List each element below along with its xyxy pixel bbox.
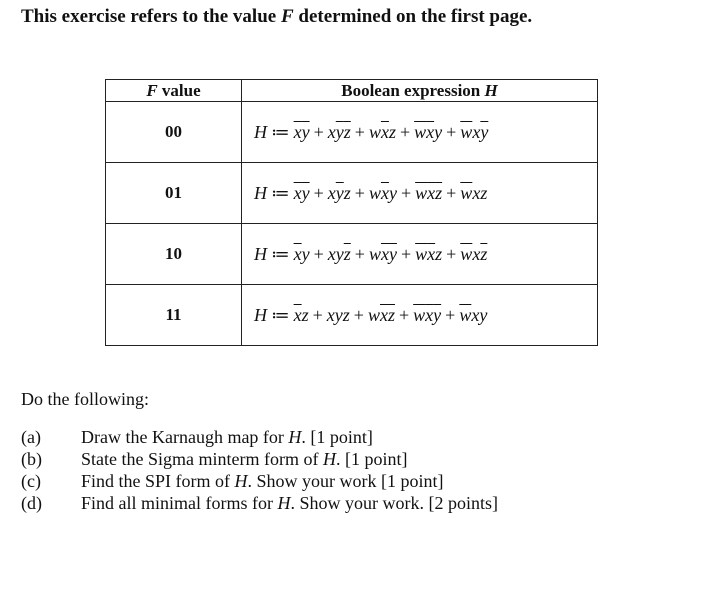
literal: x xyxy=(327,243,336,264)
literal: x xyxy=(472,182,481,203)
complemented-literal: $\overline{w}$ xyxy=(460,121,473,142)
heading-text-before: This exercise refers to the value xyxy=(21,6,281,27)
task-text-after: . Show your work [1 point] xyxy=(247,471,444,491)
literal: w xyxy=(367,304,380,325)
task-item-d xyxy=(21,492,498,514)
product-term xyxy=(369,122,396,142)
complemented-literal: $\overline{x}$ xyxy=(425,304,434,325)
literal: y xyxy=(479,304,488,325)
plus-operator: + xyxy=(400,182,412,203)
column-header-h-text: Boolean expression xyxy=(341,80,485,100)
literal: y xyxy=(334,304,343,325)
plus-operator: + xyxy=(354,121,365,142)
task-variable: H xyxy=(288,427,302,447)
column-header-f-var: F xyxy=(146,80,158,100)
literal: z xyxy=(342,304,350,325)
product-term xyxy=(294,305,309,325)
f-value-cell: 10 xyxy=(106,224,242,285)
product-term xyxy=(369,183,397,203)
plus-operator: + xyxy=(446,182,457,203)
expression-lhs: H xyxy=(254,243,267,264)
complemented-literal: $\overline{z}$ xyxy=(480,243,488,264)
product-term xyxy=(460,244,487,264)
product-term xyxy=(369,244,397,264)
complemented-literal: $\overline{z}$ xyxy=(343,243,351,264)
task-text-after: . Show your work. [2 points] xyxy=(290,493,498,513)
table-row xyxy=(106,102,598,163)
plus-operator: + xyxy=(398,304,410,325)
column-header-h-var: H xyxy=(484,80,498,100)
product-term xyxy=(328,183,351,203)
complemented-literal: $\overline{x}$ xyxy=(380,182,389,203)
plus-operator: + xyxy=(399,121,411,142)
literal: x xyxy=(327,121,336,142)
complemented-literal: $\overline{w}$ xyxy=(460,182,473,203)
complemented-literal: $\overline{w}$ xyxy=(413,304,426,325)
task-variable: H xyxy=(234,471,248,491)
complemented-literal: $\overline{z}$ xyxy=(343,121,351,142)
task-text-before: Draw the Karnaugh map for xyxy=(81,427,289,447)
product-term xyxy=(294,122,310,142)
complemented-literal: $\overline{y}$ xyxy=(335,182,344,203)
product-term xyxy=(415,183,442,203)
literal: z xyxy=(343,182,351,203)
literal: y xyxy=(388,182,397,203)
task-text-before: State the Sigma minterm form of xyxy=(81,449,323,469)
table-header-row xyxy=(106,80,598,102)
literal: z xyxy=(388,121,396,142)
expression-lhs: H xyxy=(254,121,267,142)
literal: z xyxy=(435,243,443,264)
literal: x xyxy=(472,243,481,264)
table-row xyxy=(106,285,598,346)
literal: x xyxy=(472,121,481,142)
expression-cell xyxy=(242,163,598,224)
boolean-expression-table xyxy=(105,79,598,346)
expression-cell xyxy=(242,285,598,346)
complemented-literal: $\overline{y}$ xyxy=(301,121,310,142)
complemented-literal: $\overline{x}$ xyxy=(427,243,436,264)
product-term xyxy=(328,244,351,264)
plus-operator: + xyxy=(313,243,324,264)
plus-operator: + xyxy=(353,304,364,325)
complemented-literal: $\overline{x}$ xyxy=(293,182,302,203)
literal: y xyxy=(335,243,344,264)
product-term xyxy=(459,305,487,325)
complemented-literal: $\overline{w}$ xyxy=(415,182,428,203)
assign-operator: ≔ xyxy=(271,182,290,203)
plus-operator: + xyxy=(354,182,365,203)
complemented-literal: $\overline{x}$ xyxy=(380,121,389,142)
complemented-literal: $\overline{x}$ xyxy=(426,121,435,142)
table-row xyxy=(106,224,598,285)
literal: x xyxy=(326,304,335,325)
complemented-literal: $\overline{x}$ xyxy=(379,304,388,325)
heading-variable: F xyxy=(280,6,294,27)
complemented-literal: $\overline{w}$ xyxy=(414,121,427,142)
expression-lhs: H xyxy=(254,304,267,325)
expression-lhs: H xyxy=(254,182,267,203)
column-header-f-value xyxy=(106,80,242,102)
literal: z xyxy=(480,182,488,203)
literal: x xyxy=(471,304,480,325)
product-term xyxy=(415,244,442,264)
literal: w xyxy=(368,121,381,142)
expression-cell xyxy=(242,224,598,285)
literal: w xyxy=(368,182,381,203)
complemented-literal: $\overline{w}$ xyxy=(459,304,472,325)
assign-operator: ≔ xyxy=(271,243,290,264)
task-variable: H xyxy=(277,493,291,513)
product-term xyxy=(327,305,350,325)
expression-cell xyxy=(242,102,598,163)
assign-operator: ≔ xyxy=(271,121,290,142)
column-header-f-rest: value xyxy=(157,80,201,100)
task-text-after: . [1 point] xyxy=(301,427,373,447)
complemented-literal: $\overline{y}$ xyxy=(388,243,397,264)
literal: z xyxy=(301,304,309,325)
plus-operator: + xyxy=(313,182,324,203)
heading-text-after: determined on the first page. xyxy=(293,6,533,27)
literal: x xyxy=(327,182,336,203)
task-item-c xyxy=(21,470,498,492)
task-text-before: Find the SPI form of xyxy=(81,471,235,491)
plus-operator: + xyxy=(354,243,365,264)
task-label: (a) xyxy=(21,427,41,447)
plus-operator: + xyxy=(446,243,457,264)
table-row xyxy=(106,163,598,224)
task-variable: H xyxy=(322,449,336,469)
table-body xyxy=(106,102,598,346)
product-term xyxy=(294,183,310,203)
column-header-boolean-expression xyxy=(242,80,598,102)
product-term xyxy=(294,244,310,264)
plus-operator: + xyxy=(445,304,456,325)
complemented-literal: $\overline{x}$ xyxy=(427,182,436,203)
complemented-literal: $\overline{y}$ xyxy=(335,121,344,142)
complemented-literal: $\overline{z}$ xyxy=(387,304,395,325)
literal: w xyxy=(368,243,381,264)
product-term xyxy=(413,305,441,325)
assign-operator: ≔ xyxy=(271,304,290,325)
task-text-after: . [1 point] xyxy=(335,449,408,469)
plus-operator: + xyxy=(313,121,324,142)
complemented-literal: $\overline{x}$ xyxy=(293,121,302,142)
f-value-cell: 00 xyxy=(106,102,242,163)
complemented-literal: $\overline{x}$ xyxy=(293,304,302,325)
product-term xyxy=(460,183,487,203)
task-item-a xyxy=(21,426,498,448)
task-item-b xyxy=(21,448,498,470)
complemented-literal: $\overline{w}$ xyxy=(415,243,428,264)
plus-operator: + xyxy=(312,304,323,325)
task-text-before: Find all minimal forms for xyxy=(81,493,278,513)
plus-operator: + xyxy=(446,121,457,142)
exercise-heading xyxy=(21,6,532,28)
task-label: (b) xyxy=(21,449,42,469)
product-term xyxy=(460,122,488,142)
task-label: (c) xyxy=(21,471,41,491)
f-value-cell: 11 xyxy=(106,285,242,346)
product-term xyxy=(328,122,351,142)
task-list xyxy=(21,426,498,514)
complemented-literal: $\overline{x}$ xyxy=(293,243,302,264)
product-term xyxy=(414,122,442,142)
complemented-literal: $\overline{y}$ xyxy=(301,182,310,203)
complemented-literal: $\overline{x}$ xyxy=(380,243,389,264)
complemented-literal: $\overline{y}$ xyxy=(480,121,489,142)
task-label: (d) xyxy=(21,493,42,513)
product-term xyxy=(368,305,395,325)
complemented-literal: $\overline{y}$ xyxy=(433,304,442,325)
f-value-cell: 01 xyxy=(106,163,242,224)
plus-operator: + xyxy=(400,243,412,264)
literal: y xyxy=(301,243,310,264)
complemented-literal: $\overline{z}$ xyxy=(435,182,443,203)
literal: y xyxy=(434,121,443,142)
instructions-prompt: Do the following: xyxy=(21,389,149,409)
complemented-literal: $\overline{w}$ xyxy=(460,243,473,264)
